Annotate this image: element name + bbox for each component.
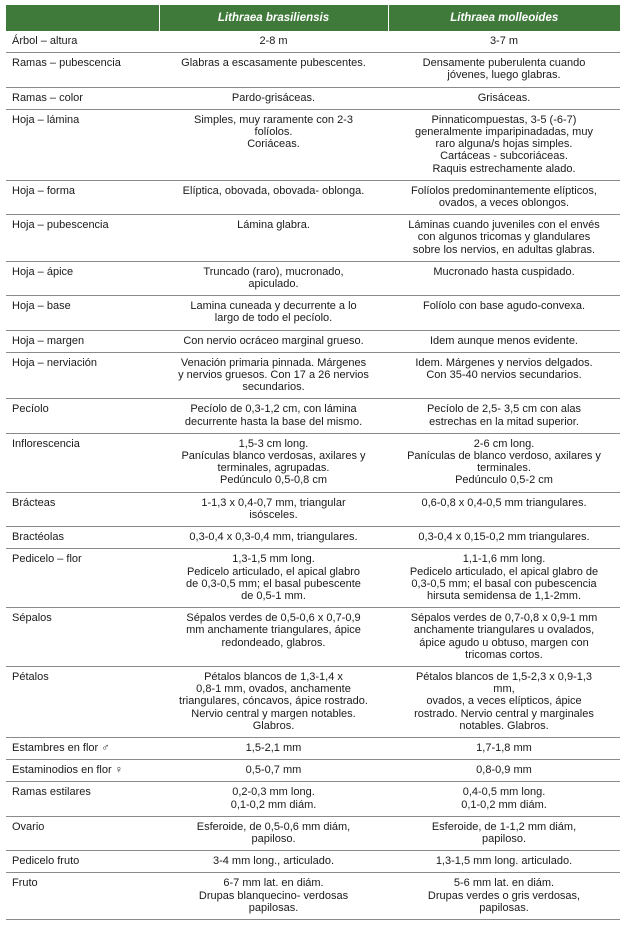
table-row — [6, 433, 620, 492]
table-row — [6, 109, 620, 180]
table-row — [6, 666, 620, 737]
value-molleoides: Pecíolo de 2,5- 3,5 cm con alas estrechas en la mitad superior. — [388, 399, 620, 433]
value-brasiliensis: Sépalos verdes de 0,5-0,6 x 0,7-0,9 mm anchamente triangulares, ápice redondeado, glabros. — [159, 608, 388, 667]
comparison-table — [6, 5, 620, 920]
value-molleoides: 0,6-0,8 x 0,4-0,5 mm triangulares. — [388, 492, 620, 526]
table-row — [6, 492, 620, 526]
value-brasiliensis: 1,3-1,5 mm long. Pedicelo articulado, el apical glabro de 0,3-0,5 mm; el basal pubescente de 0,5-1 mm. — [159, 549, 388, 608]
value-brasiliensis: 1,5-3 cm long. Panículas blanco verdosas, axilares y terminales, agrupadas. Pedúnculo 0,5-0,8 cm — [159, 433, 388, 492]
value-brasiliensis: Lámina glabra. — [159, 215, 388, 262]
row-label: Sépalos — [6, 608, 159, 667]
value-molleoides: 1,3-1,5 mm long. articulado. — [388, 851, 620, 873]
table-row — [6, 53, 620, 87]
row-label: Ovario — [6, 816, 159, 850]
row-label: Hoja – base — [6, 296, 159, 330]
value-molleoides: Idem aunque menos evidente. — [388, 330, 620, 352]
value-brasiliensis: Pardo-grisáceas. — [159, 87, 388, 109]
value-molleoides: 3-7 m — [388, 31, 620, 53]
row-label: Pétalos — [6, 666, 159, 737]
row-label: Brácteas — [6, 492, 159, 526]
table-row — [6, 87, 620, 109]
row-label: Bractéolas — [6, 527, 159, 549]
value-brasiliensis: Truncado (raro), mucronado, apiculado. — [159, 261, 388, 295]
table-row — [6, 760, 620, 782]
value-brasiliensis: 0,3-0,4 x 0,3-0,4 mm, triangulares. — [159, 527, 388, 549]
value-brasiliensis: Pecíolo de 0,3-1,2 cm, con lámina decurrente hasta la base del mismo. — [159, 399, 388, 433]
row-label: Hoja – pubescencia — [6, 215, 159, 262]
value-molleoides: Pétalos blancos de 1,5-2,3 x 0,9-1,3 mm, ovados, a veces elípticos, ápice rostrado. Nervio central y marginales notables. Glabros. — [388, 666, 620, 737]
value-molleoides: Grisáceas. — [388, 87, 620, 109]
table-row — [6, 527, 620, 549]
header-species-brasiliensis: Lithraea brasiliensis — [159, 5, 388, 31]
row-label: Estambres en flor ♂ — [6, 737, 159, 759]
value-brasiliensis: 1-1,3 x 0,4-0,7 mm, triangular isósceles. — [159, 492, 388, 526]
value-brasiliensis: Con nervio ocráceo marginal grueso. — [159, 330, 388, 352]
row-label: Pedicelo – flor — [6, 549, 159, 608]
value-brasiliensis: Elíptica, obovada, obovada- oblonga. — [159, 180, 388, 214]
row-label: Inflorescencia — [6, 433, 159, 492]
value-molleoides: Sépalos verdes de 0,7-0,8 x 0,9-1 mm anchamente triangulares u ovalados, ápice agudo u obtuso, margen con tricomas cortos. — [388, 608, 620, 667]
value-molleoides: 5-6 mm lat. en diám. Drupas verdes o gris verdosas, papilosas. — [388, 873, 620, 920]
row-label: Hoja – forma — [6, 180, 159, 214]
value-brasiliensis: Pétalos blancos de 1,3-1,4 x 0,8-1 mm, ovados, anchamente triangulares, cóncavos, ápice rostrado. Nervio central y margen notables. Glabros. — [159, 666, 388, 737]
value-brasiliensis: 0,5-0,7 mm — [159, 760, 388, 782]
row-label: Hoja – margen — [6, 330, 159, 352]
table-row — [6, 352, 620, 399]
value-molleoides: Mucronado hasta cuspidado. — [388, 261, 620, 295]
value-brasiliensis: 2-8 m — [159, 31, 388, 53]
value-brasiliensis: Lamina cuneada y decurrente a lo largo de todo el pecíolo. — [159, 296, 388, 330]
table-row — [6, 261, 620, 295]
table-row — [6, 180, 620, 214]
value-molleoides: 0,4-0,5 mm long. 0,1-0,2 mm diám. — [388, 782, 620, 816]
table-row — [6, 31, 620, 53]
row-label: Estaminodios en flor ♀ — [6, 760, 159, 782]
value-brasiliensis: 6-7 mm lat. en diám. Drupas blanquecino- verdosas papilosas. — [159, 873, 388, 920]
row-label: Fruto — [6, 873, 159, 920]
value-molleoides: 1,1-1,6 mm long. Pedicelo articulado, el apical glabro de 0,3-0,5 mm; el basal con pubescencia hirsuta semidensa de 1,1-2mm. — [388, 549, 620, 608]
table-row — [6, 782, 620, 816]
value-brasiliensis: 1,5-2,1 mm — [159, 737, 388, 759]
value-molleoides: Esferoide, de 1-1,2 mm diám, papiloso. — [388, 816, 620, 850]
value-molleoides: 0,3-0,4 x 0,15-0,2 mm triangulares. — [388, 527, 620, 549]
row-label: Hoja – lámina — [6, 109, 159, 180]
value-brasiliensis: 3-4 mm long., articulado. — [159, 851, 388, 873]
table-row — [6, 816, 620, 850]
value-molleoides: Pinnaticompuestas, 3-5 (-6-7) generalmente imparipinadadas, muy raro alguna/s hojas simples. Cartáceas - subcoriáceas. Raquis estrechamente alado. — [388, 109, 620, 180]
value-molleoides: 2-6 cm long. Panículas de blanco verdoso, axilares y terminales. Pedúnculo 0,5-2 cm — [388, 433, 620, 492]
row-label: Ramas – color — [6, 87, 159, 109]
value-molleoides: 0,8-0,9 mm — [388, 760, 620, 782]
table-row — [6, 399, 620, 433]
value-molleoides: Idem. Márgenes y nervios delgados. Con 35-40 nervios secundarios. — [388, 352, 620, 399]
table-row — [6, 296, 620, 330]
value-molleoides: Folíolo con base agudo-convexa. — [388, 296, 620, 330]
value-brasiliensis: Esferoide, de 0,5-0,6 mm diám, papiloso. — [159, 816, 388, 850]
row-label: Pecíolo — [6, 399, 159, 433]
value-molleoides: Densamente puberulenta cuando jóvenes, luego glabras. — [388, 53, 620, 87]
value-brasiliensis: Simples, muy raramente con 2-3 folíolos. Coriáceas. — [159, 109, 388, 180]
row-label: Ramas – pubescencia — [6, 53, 159, 87]
header-species-molleoides: Lithraea molleoides — [388, 5, 620, 31]
table-row — [6, 737, 620, 759]
table-row — [6, 330, 620, 352]
row-label: Hoja – ápice — [6, 261, 159, 295]
row-label: Árbol – altura — [6, 31, 159, 53]
table-row — [6, 851, 620, 873]
header-row — [6, 5, 620, 31]
header-trait — [6, 5, 159, 31]
value-brasiliensis: 0,2-0,3 mm long. 0,1-0,2 mm diám. — [159, 782, 388, 816]
value-molleoides: Folíolos predominantemente elípticos, ovados, a veces oblongos. — [388, 180, 620, 214]
row-label: Ramas estilares — [6, 782, 159, 816]
table-row — [6, 873, 620, 920]
table-row — [6, 215, 620, 262]
value-brasiliensis: Glabras a escasamente pubescentes. — [159, 53, 388, 87]
value-molleoides: 1,7-1,8 mm — [388, 737, 620, 759]
table-row — [6, 549, 620, 608]
row-label: Pedicelo fruto — [6, 851, 159, 873]
value-brasiliensis: Venación primaria pinnada. Márgenes y nervios gruesos. Con 17 a 26 nervios secundarios. — [159, 352, 388, 399]
value-molleoides: Láminas cuando juveniles con el envés con algunos tricomas y glandulares sobre los nervios, en adultas glabras. — [388, 215, 620, 262]
table-row — [6, 608, 620, 667]
row-label: Hoja – nerviación — [6, 352, 159, 399]
